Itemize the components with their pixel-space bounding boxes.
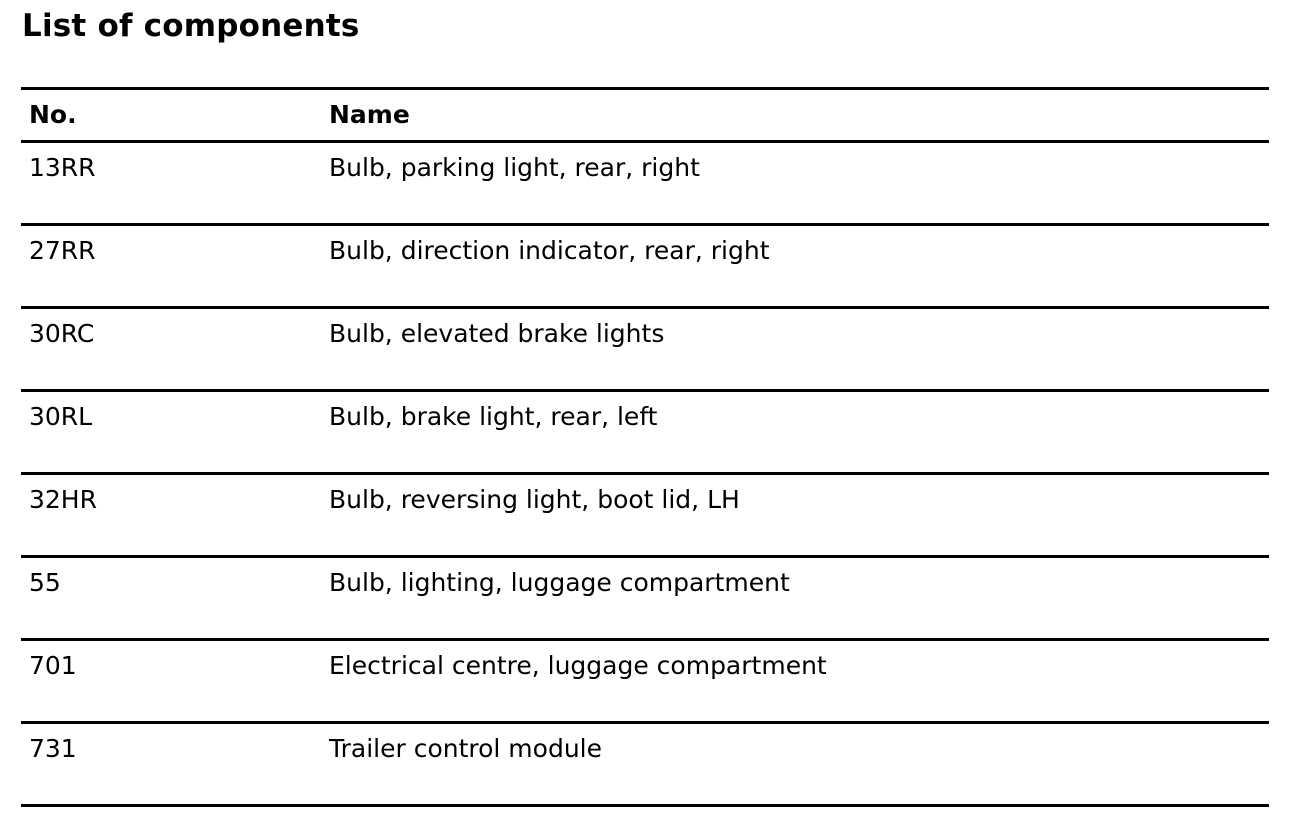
component-name: Electrical centre, luggage compartment <box>329 651 827 680</box>
component-number: 30RL <box>29 402 93 431</box>
component-name: Bulb, reversing light, boot lid, LH <box>329 485 740 514</box>
table-row <box>21 143 1269 226</box>
component-number: 30RC <box>29 319 95 348</box>
component-number: 27RR <box>29 236 96 265</box>
component-name: Bulb, direction indicator, rear, right <box>329 236 770 265</box>
table-row <box>21 641 1269 724</box>
component-name: Trailer control module <box>329 734 602 763</box>
component-name: Bulb, parking light, rear, right <box>329 153 700 182</box>
column-header-name: Name <box>329 100 410 129</box>
table-row <box>21 226 1269 309</box>
column-header-no: No. <box>29 100 77 129</box>
component-name: Bulb, brake light, rear, left <box>329 402 658 431</box>
table-row <box>21 558 1269 641</box>
component-number: 55 <box>29 568 61 597</box>
component-number: 32HR <box>29 485 97 514</box>
table-row <box>21 309 1269 392</box>
component-number: 701 <box>29 651 77 680</box>
table-row <box>21 392 1269 475</box>
component-number: 731 <box>29 734 77 763</box>
table-header-row <box>21 90 1269 143</box>
table-row <box>21 724 1269 807</box>
table-row <box>21 475 1269 558</box>
component-name: Bulb, elevated brake lights <box>329 319 665 348</box>
component-name: Bulb, lighting, luggage compartment <box>329 568 790 597</box>
component-number: 13RR <box>29 153 96 182</box>
page-title: List of components <box>22 8 360 44</box>
components-table <box>21 87 1269 807</box>
